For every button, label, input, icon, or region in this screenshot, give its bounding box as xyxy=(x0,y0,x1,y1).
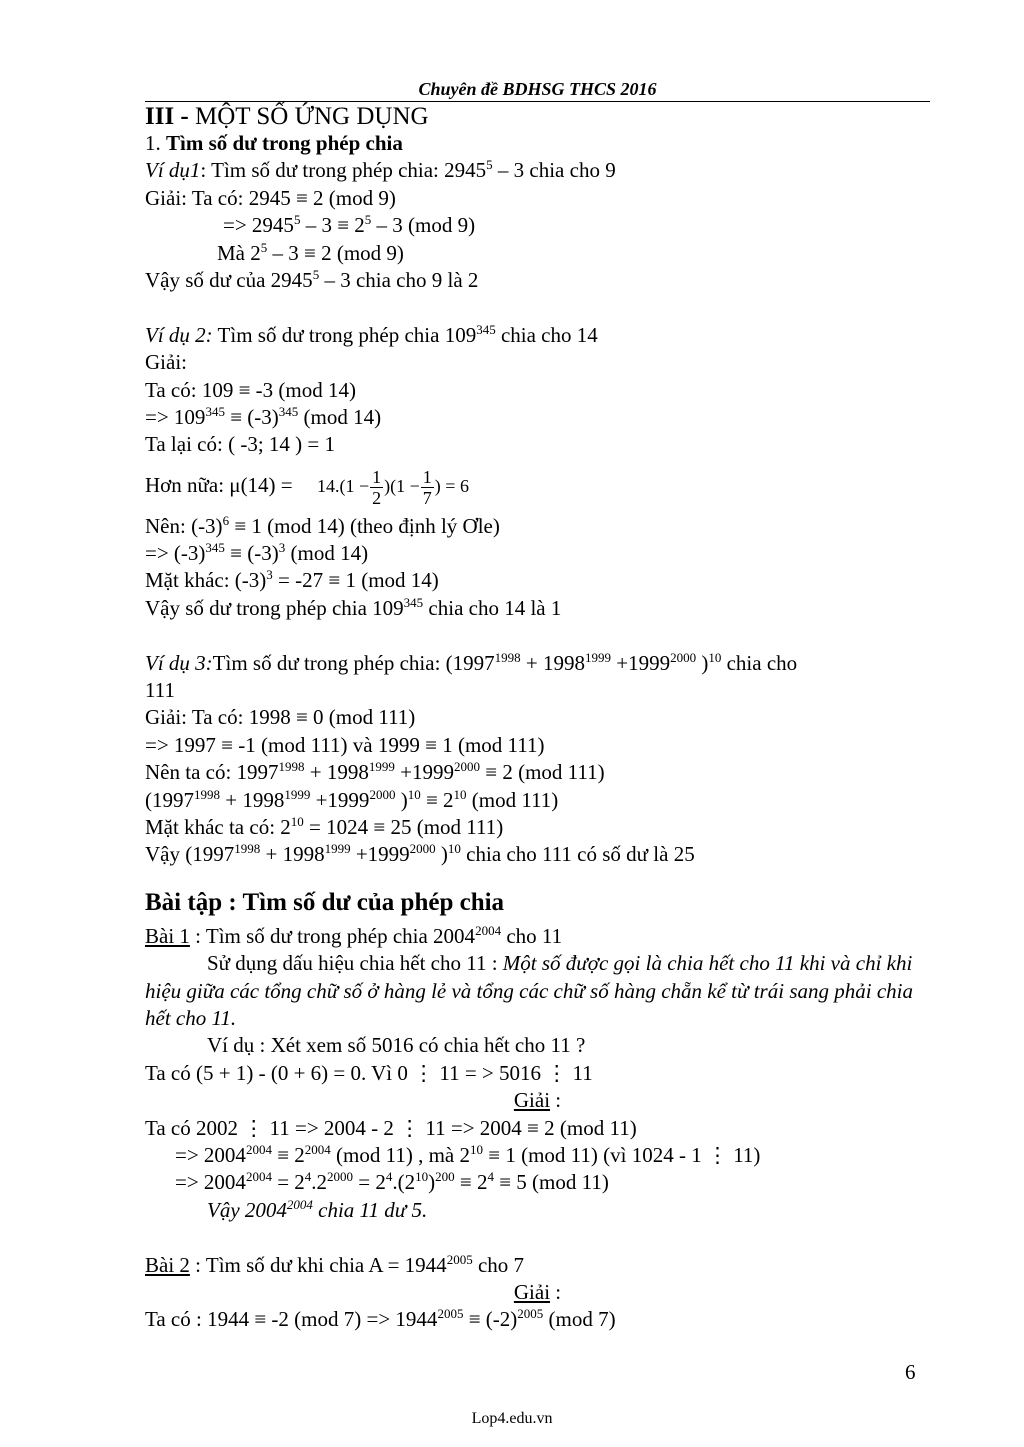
bai2-sol-1 xyxy=(145,1306,930,1333)
exp: 1999 xyxy=(585,649,612,665)
exp: 4 xyxy=(487,1169,494,1185)
t: ≡ 2 xyxy=(454,1170,488,1195)
page-content xyxy=(145,103,930,1334)
exp: 1998 xyxy=(194,786,220,802)
t: cho 7 xyxy=(472,1252,525,1277)
ex3-line-1 xyxy=(145,650,930,677)
exp: 1998 xyxy=(278,759,305,775)
bai1-hint xyxy=(145,950,930,1032)
ex1-line-5 xyxy=(145,267,930,294)
ex1-exp: 5 xyxy=(486,157,493,173)
ex2-line-3: Ta có: 109 ≡ -3 (mod 14) xyxy=(145,377,356,402)
exp: 10 xyxy=(453,786,467,802)
exp: 2004 xyxy=(475,922,502,938)
t: Mặt khác: (-3) xyxy=(145,568,267,593)
exp: 2005 xyxy=(517,1306,544,1322)
ex1-text-end: – 3 chia cho 9 xyxy=(492,158,616,183)
t: Sử dụng dấu hiệu chia hết cho 11 : xyxy=(207,951,503,976)
exp: 2004 xyxy=(304,1141,331,1157)
t: : Tìm số dư trong phép chia 2004 xyxy=(189,923,476,948)
t: ≡ 5 (mod 11) xyxy=(493,1170,609,1195)
ex2-label: Ví dụ 2: xyxy=(145,322,213,347)
t: Vậy số dư của 2945 xyxy=(145,267,313,292)
t: – 3 ≡ 2 (mod 9) xyxy=(267,240,404,265)
solution-label: Giải xyxy=(513,1279,551,1304)
numerator: 1 xyxy=(422,467,432,488)
t: ≡ (-2) xyxy=(463,1307,518,1332)
t: ≡ 2 (mod 111) xyxy=(479,760,605,785)
t: (mod 11) , mà 2 xyxy=(330,1142,470,1167)
t: +1999 xyxy=(611,650,671,675)
ex1-line-2: Giải: Ta có: 2945 ≡ 2 (mod 9) xyxy=(145,185,396,210)
t: Mặt khác ta có: 2 xyxy=(145,814,291,839)
ex2-line-2: Giải: xyxy=(145,350,187,375)
t: chia cho 14 xyxy=(495,322,598,347)
spacer xyxy=(145,869,930,883)
exp: 4 xyxy=(304,1169,312,1185)
exp: 1998 xyxy=(494,649,521,665)
exp: 10 xyxy=(447,841,461,857)
t: Vậy 2004 xyxy=(207,1197,287,1222)
ex1-line-4 xyxy=(145,240,930,267)
exp: 345 xyxy=(278,403,299,419)
t: Mà 2 xyxy=(217,240,261,265)
ex2-line-4 xyxy=(145,404,930,431)
denominator: 2 xyxy=(372,488,382,509)
ex1-line-3 xyxy=(145,212,930,239)
header-rule xyxy=(145,101,930,102)
subsection-title-text: Tìm số dư trong phép chia xyxy=(166,131,403,155)
bai1-conclusion xyxy=(145,1197,930,1224)
t: (mod 14) xyxy=(285,541,369,566)
exp: 1999 xyxy=(368,759,395,775)
ex2-line-10 xyxy=(145,595,930,622)
t: Tìm số dư trong phép chia: (1997 xyxy=(212,650,495,675)
exp: 2000 xyxy=(670,649,697,665)
ex3-line-1b: 111 xyxy=(145,678,175,703)
ex1-line-1 xyxy=(145,157,930,184)
t: ) xyxy=(428,1170,436,1195)
t: = 1024 ≡ 25 (mod 111) xyxy=(303,814,504,839)
t: ) xyxy=(395,787,408,812)
exp: 2005 xyxy=(446,1251,473,1267)
bai1-sol-1: Ta có 2002 ⋮ 11 => 2004 - 2 ⋮ 11 => 2004 ≡ 2 (mod 11) xyxy=(145,1115,637,1140)
spacer xyxy=(145,294,930,321)
t: .2 xyxy=(311,1170,328,1195)
t: : xyxy=(550,1088,562,1113)
t: .(2 xyxy=(392,1170,416,1195)
t: ) xyxy=(696,650,709,675)
numerator: 1 xyxy=(372,467,382,488)
footer-source: Lop4.edu.vn xyxy=(471,1410,553,1427)
bai2-solution-label xyxy=(145,1279,930,1306)
t: Nên ta có: 1997 xyxy=(145,760,279,785)
t: cho 11 xyxy=(501,923,563,948)
exp: 1998 xyxy=(234,841,261,857)
exp: 345 xyxy=(205,540,225,556)
section-roman: III - xyxy=(145,103,189,130)
exp: 2004 xyxy=(245,1169,272,1185)
t: +1999 xyxy=(310,787,370,812)
exp: 10 xyxy=(290,813,304,829)
spacer xyxy=(145,622,930,649)
t: chia 11 dư 5. xyxy=(312,1197,428,1222)
exp: 2000 xyxy=(369,786,396,802)
section-title-text: MỘT SỐ ỨNG DỤNG xyxy=(188,103,429,130)
t: = -27 ≡ 1 (mod 14) xyxy=(272,568,439,593)
t: Hơn nữa: μ(14) = xyxy=(145,472,293,497)
exp: 5 xyxy=(260,239,268,255)
ex2-line-5: Ta lại có: ( -3; 14 ) = 1 xyxy=(145,432,335,457)
solution-label: Giải xyxy=(513,1088,551,1113)
exp: 2004 xyxy=(286,1196,313,1212)
t: + 1998 xyxy=(220,787,285,812)
ex2-line-9 xyxy=(145,567,930,594)
t: => (-3) xyxy=(145,541,206,566)
bai1-example: Ví dụ : Xét xem số 5016 có chia hết cho 11 ? xyxy=(207,1033,586,1058)
bai2-label: Bài 2 xyxy=(145,1252,190,1277)
ex1-text: : Tìm số dư trong phép chia: 2945 xyxy=(200,158,487,183)
t: chia cho 14 là 1 xyxy=(423,595,562,620)
t: Tìm số dư trong phép chia 109 xyxy=(212,322,477,347)
bai1-line-1 xyxy=(145,923,930,950)
exp: 1999 xyxy=(284,786,311,802)
t: chia cho xyxy=(721,650,798,675)
ex3-line-2: Giải: Ta có: 1998 ≡ 0 (mod 111) xyxy=(145,705,416,730)
ex2-line-1 xyxy=(145,322,930,349)
t: ≡ 2 xyxy=(420,787,454,812)
exp: 3 xyxy=(266,567,273,583)
exp: 4 xyxy=(385,1169,393,1185)
ex1-label: Ví dụ1 xyxy=(145,158,201,183)
page-number: 6 xyxy=(905,1360,916,1384)
t: Vậy (1997 xyxy=(145,842,235,867)
exp: 345 xyxy=(205,403,225,419)
ex2-line-8 xyxy=(145,540,930,567)
exp: 5 xyxy=(364,212,372,228)
exercise-heading: Bài tập : Tìm số dư của phép chia xyxy=(145,888,505,916)
t: +1999 xyxy=(394,760,454,785)
exp: 3 xyxy=(278,540,286,556)
t: ) xyxy=(435,842,448,867)
denominator: 7 xyxy=(422,488,432,509)
t: Ta có : 1944 ≡ -2 (mod 7) => 1944 xyxy=(145,1307,438,1332)
t: Vậy số dư trong phép chia 109 xyxy=(145,595,404,620)
ex3-label: Ví dụ 3: xyxy=(145,650,213,675)
t: – 3 (mod 9) xyxy=(371,213,476,238)
t: (1997 xyxy=(145,787,194,812)
spacer xyxy=(145,1224,930,1251)
t: : Tìm số dư khi chia A = 1944 xyxy=(189,1252,447,1277)
bai1-solution-label xyxy=(145,1087,930,1114)
exp: 5 xyxy=(293,212,301,228)
t: – 3 chia cho 9 là 2 xyxy=(319,267,479,292)
exp: 5 xyxy=(312,266,320,282)
t: ≡ 1 (mod 14) (theo định lý Ơle) xyxy=(229,513,500,538)
exp: 10 xyxy=(469,1141,483,1157)
t: = 2 xyxy=(271,1170,305,1195)
t: : xyxy=(550,1279,562,1304)
t: – 3 ≡ 2 xyxy=(300,213,365,238)
t: ≡ (-3) xyxy=(224,541,279,566)
ex3-line-6 xyxy=(145,814,930,841)
t: + 1998 xyxy=(260,842,325,867)
t: => 2004 xyxy=(175,1170,246,1195)
t: )(1 − xyxy=(384,475,420,496)
exp: 10 xyxy=(708,649,722,665)
ex3-line-4 xyxy=(145,759,930,786)
t: ≡ 1 (mod 11) (vì 1024 - 1 ⋮ 11) xyxy=(482,1142,761,1167)
exp: 1999 xyxy=(324,841,351,857)
bai1-check: Ta có (5 + 1) - (0 + 6) = 0. Vì 0 ⋮ 11 = > 5016 ⋮ 11 xyxy=(145,1060,593,1085)
ex2-line-7 xyxy=(145,513,930,540)
divisibility-rule-text: Một số được gọi là chia hết cho 11 khi và chỉ khi hiệu giữa các tổng chữ số ở hàng lẻ và tổng các chữ số hàng chẵn kể từ trái sang phải chia hết cho 11. xyxy=(145,951,913,1030)
t: + 1998 xyxy=(304,760,369,785)
bai1-sol-2 xyxy=(145,1142,930,1169)
fraction-1-7 xyxy=(421,467,434,508)
t: => 2945 xyxy=(223,213,294,238)
subsection-number: 1. xyxy=(145,131,166,155)
exp: 10 xyxy=(415,1169,429,1185)
t: (mod 111) xyxy=(466,787,559,812)
t: (mod 7) xyxy=(543,1307,616,1332)
fraction-1-2 xyxy=(370,467,383,508)
t: = 2 xyxy=(353,1170,386,1195)
exp: 2000 xyxy=(327,1169,354,1185)
ex2-euler-phi-line xyxy=(145,459,930,513)
exp: 2004 xyxy=(245,1141,272,1157)
t: ≡ (-3) xyxy=(224,404,279,429)
subsection-title xyxy=(145,130,930,157)
t: + 1998 xyxy=(520,650,586,675)
euler-phi-formula xyxy=(317,459,469,513)
bai2-line-1 xyxy=(145,1252,930,1279)
document-header: Chuyên đề BDHSG THCS 2016 xyxy=(418,79,657,99)
exp: 345 xyxy=(476,321,496,337)
exp: 345 xyxy=(403,594,424,610)
exp: 6 xyxy=(222,512,230,528)
exp: 2000 xyxy=(409,841,436,857)
exp: 2000 xyxy=(453,759,480,775)
ex3-line-7 xyxy=(145,841,930,868)
t: Nên: (-3) xyxy=(145,513,223,538)
t: ) = 6 xyxy=(434,475,469,496)
ex3-line-5 xyxy=(145,787,930,814)
t: chia cho 111 có số dư là 25 xyxy=(460,842,695,867)
exp: 200 xyxy=(435,1169,455,1185)
section-title xyxy=(145,103,930,130)
bai1-sol-3 xyxy=(145,1169,930,1196)
ex3-line-3: => 1997 ≡ -1 (mod 111) và 1999 ≡ 1 (mod 111) xyxy=(145,732,545,757)
bai1-label: Bài 1 xyxy=(145,923,190,948)
exp: 10 xyxy=(407,786,421,802)
t: (mod 14) xyxy=(298,404,382,429)
exp: 2005 xyxy=(437,1306,464,1322)
t: +1999 xyxy=(350,842,410,867)
t: 14.(1 − xyxy=(317,475,370,496)
t: => 2004 xyxy=(175,1142,246,1167)
t: => 109 xyxy=(145,404,206,429)
t: ≡ 2 xyxy=(271,1142,305,1167)
